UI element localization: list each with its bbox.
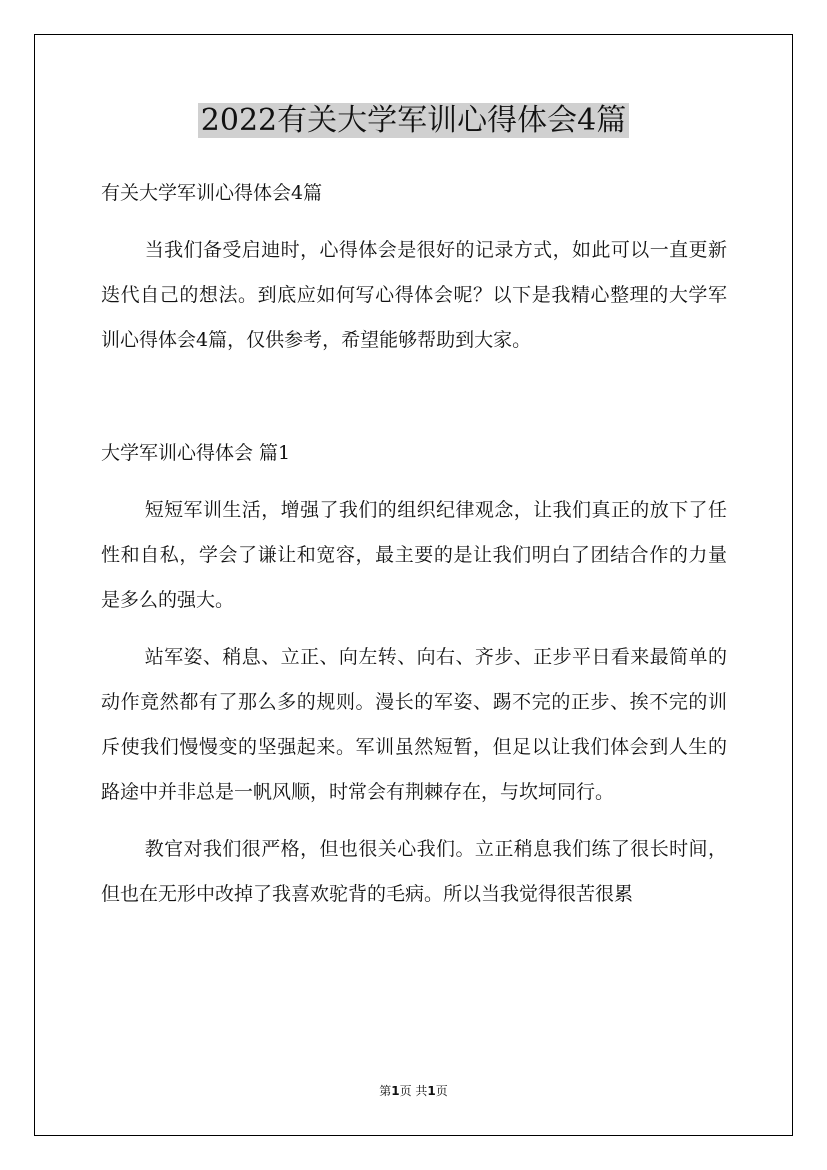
current-page-number: 1: [391, 1084, 400, 1098]
document-title: [0, 98, 827, 144]
intro-paragraph: 当我们备受启迪时，心得体会是很好的记录方式，如此可以一直更新迭代自己的想法。到底应如何写心得体会呢？以下是我精心整理的大学军训心得体会4篇，仅供参考，希望能够帮助到大家。: [101, 239, 727, 351]
body-paragraph-2: 站军姿、稍息、立正、向左转、向右、齐步、正步平日看来最简单的动作竟然都有了那么多的规则。漫长的军姿、踢不完的正步、挨不完的训斥使我们慢慢变的坚强起来。军训虽然短暂，但足以让我们体会到人生的路途中并非总是一帆风顺，时常会有荆棘存在，与坎坷同行。: [101, 646, 727, 803]
page-mid: 页 共: [399, 1084, 428, 1098]
page-footer: [0, 1082, 827, 1099]
body-paragraph-1: 短短军训生活，增强了我们的组织纪律观念，让我们真正的放下了任性和自私，学会了谦让和宽容，最主要的是让我们明白了团结合作的力量是多么的强大。: [101, 499, 727, 611]
page-suffix: 页: [435, 1084, 448, 1098]
document-subtitle: 有关大学军训心得体会4篇: [101, 182, 323, 204]
body-paragraph-3: 教官对我们很严格，但也很关心我们。立正稍息我们练了很长时间，但也在无形中改掉了我喜欢驼背的毛病。所以当我觉得很苦很累: [101, 838, 727, 905]
document-title-text: 2022有关大学军训心得体会4篇: [198, 103, 629, 138]
section-title: 大学军训心得体会 篇1: [101, 442, 291, 464]
document-body: [101, 171, 727, 917]
total-page-number: 1: [427, 1084, 436, 1098]
page-prefix: 第: [379, 1084, 392, 1098]
